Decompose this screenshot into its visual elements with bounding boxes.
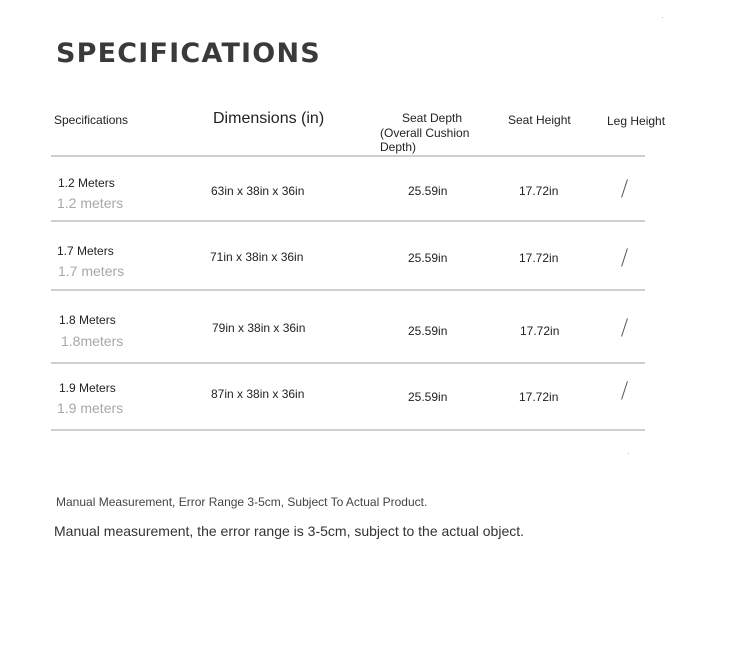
row-seat-depth: 25.59in (408, 324, 448, 338)
page-title: SPECIFICATIONS (56, 38, 321, 69)
row-seat-height: 17.72in (519, 390, 559, 404)
header-seat-depth-sub2: Depth) (380, 140, 417, 154)
table-divider (51, 289, 645, 291)
row-dimensions: 79in x 38in x 36in (212, 321, 306, 335)
decorative-dot (628, 453, 629, 454)
header-specifications: Specifications (54, 113, 129, 127)
header-seat-depth: Seat Depth (402, 111, 463, 125)
table-divider (51, 155, 645, 157)
header-seat-height: Seat Height (508, 113, 571, 127)
slash-icon (621, 248, 628, 266)
row-size-ghost: 1.9 meters (57, 400, 124, 416)
row-seat-depth: 25.59in (408, 390, 448, 404)
header-leg-height: Leg Height (607, 114, 666, 128)
row-size: 1.7 Meters (57, 244, 114, 258)
row-size: 1.8 Meters (59, 313, 116, 327)
row-seat-height: 17.72in (520, 324, 560, 338)
row-size-ghost: 1.2 meters (57, 195, 124, 211)
decorative-dot (662, 17, 663, 18)
slash-icon (621, 179, 628, 197)
row-dimensions: 71in x 38in x 36in (210, 250, 304, 264)
table-divider (51, 429, 645, 431)
row-dimensions: 63in x 38in x 36in (211, 184, 305, 198)
slash-icon (621, 381, 628, 399)
row-seat-depth: 25.59in (408, 184, 448, 198)
header-dimensions: Dimensions (in) (213, 110, 325, 127)
row-dimensions: 87in x 38in x 36in (211, 387, 305, 401)
row-size: 1.9 Meters (59, 381, 116, 395)
measurement-note: Manual Measurement, Error Range 3-5cm, Subject To Actual Product. (56, 495, 428, 509)
table-divider (51, 220, 645, 222)
header-seat-depth-sub: (Overall Cushion (380, 126, 470, 140)
measurement-note-secondary: Manual measurement, the error range is 3-5cm, subject to the actual object. (54, 523, 525, 539)
row-seat-height: 17.72in (519, 251, 559, 265)
row-size-ghost: 1.8meters (61, 333, 124, 349)
row-size: 1.2 Meters (58, 176, 115, 190)
row-size-ghost: 1.7 meters (58, 263, 125, 279)
row-seat-depth: 25.59in (408, 251, 448, 265)
row-seat-height: 17.72in (519, 184, 559, 198)
slash-icon (621, 318, 628, 336)
table-divider (51, 362, 645, 364)
